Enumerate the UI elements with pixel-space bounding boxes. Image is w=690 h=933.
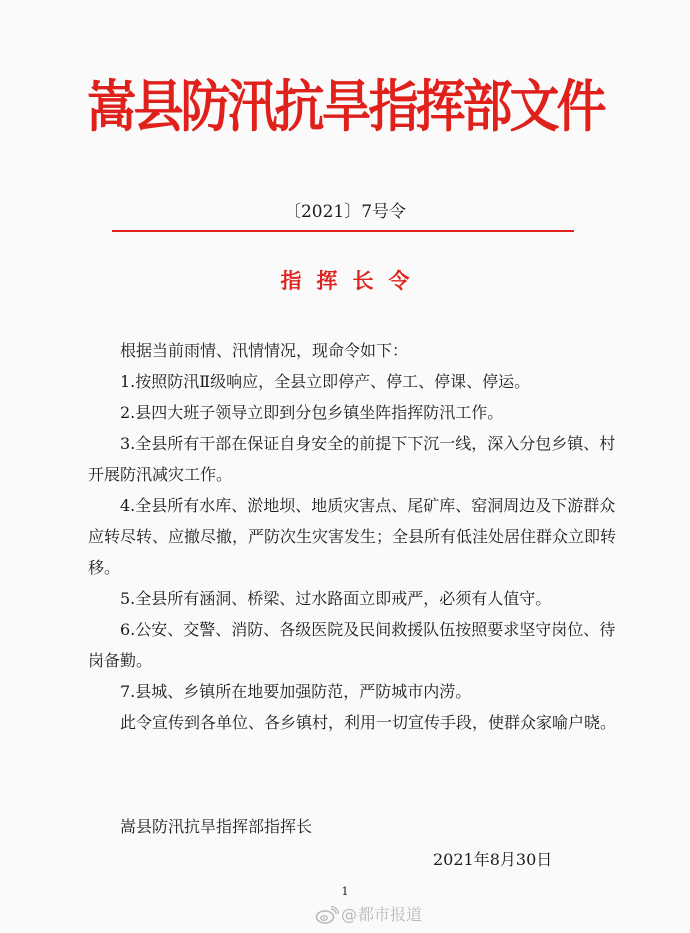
document-body [88,335,616,738]
body-paragraph: 2.县四大班子领导立即到分包乡镇坐阵指挥防汛工作。 [120,403,504,422]
watermark-handle: 都市报道 [358,905,423,924]
document-header-title: 嵩县防汛抗旱指挥部文件 [86,73,604,140]
weibo-icon [315,905,339,925]
issue-date: 2021年8月30日 [433,850,553,869]
body-paragraph: 5.全县所有涵洞、桥梁、过水路面立即戒严，必须有人值守。 [120,589,552,608]
watermark-at: @ [341,905,357,924]
body-paragraph: 根据当前雨情、汛情情况，现命令如下： [120,341,409,360]
body-paragraph: 3.全县所有干部在保证自身安全的前提下下沉一线，深入分包乡镇、村开展防汛减灾工作。 [88,434,616,484]
page-number: 1 [341,885,349,898]
document-number: 〔2021〕7号令 [283,202,407,222]
red-divider [112,230,574,232]
body-paragraph: 6.公安、交警、消防、各级医院及民间救援队伍按照要求坚守岗位、待岗备勤。 [88,620,616,670]
signer: 嵩县防汛抗旱指挥部指挥长 [120,817,313,836]
body-paragraph: 7.县城、乡镇所在地要加强防范，严防城市内涝。 [120,682,472,701]
watermark [315,905,422,925]
order-title: 指挥长令 [280,268,425,293]
body-paragraph: 1.按照防汛Ⅱ级响应，全县立即停产、停工、停课、停运。 [120,372,531,391]
body-paragraph: 此令宣传到各单位、各乡镇村，利用一切宣传手段，使群众家喻户晓。 [120,713,617,732]
body-paragraph: 4.全县所有水库、淤地坝、地质灾害点、尾矿库、窑洞周边及下游群众应转尽转、应撤尽撤，严防次生灾害发生；全县所有低洼处居住群众立即转移。 [88,496,617,577]
